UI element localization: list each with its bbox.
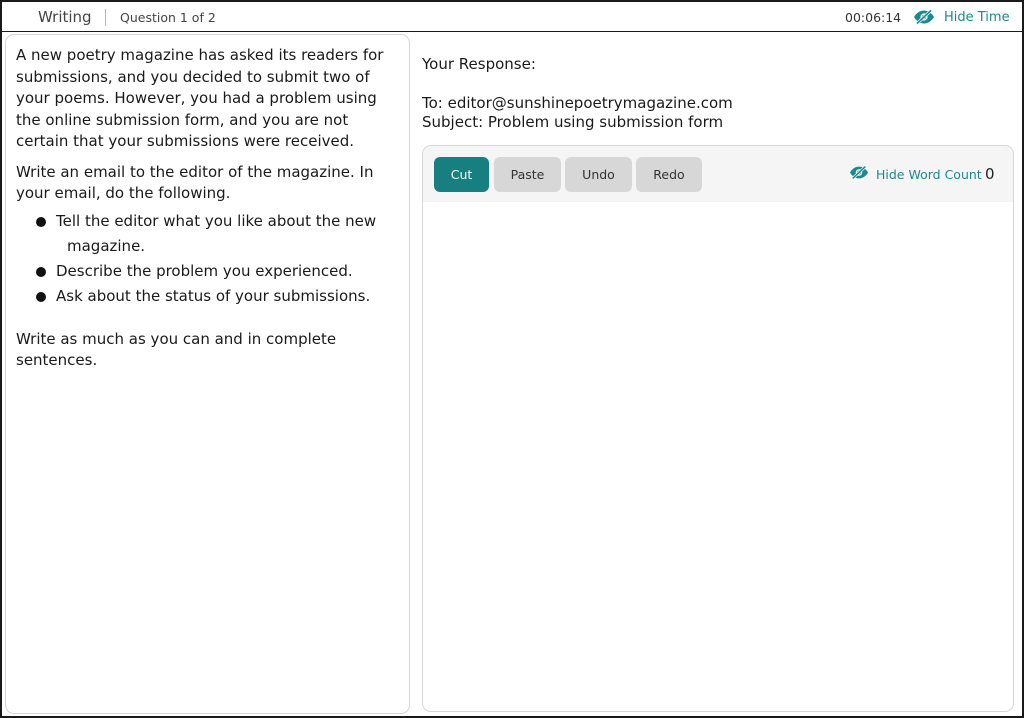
task-text-line-2: magazine.: [67, 236, 146, 255]
redo-button[interactable]: Redo: [636, 157, 702, 192]
hide-word-count-button[interactable]: [849, 164, 982, 184]
undo-button[interactable]: Undo: [565, 157, 632, 192]
task-text: Ask about the status of your submissions.: [56, 286, 371, 305]
paste-button[interactable]: Paste: [494, 157, 561, 192]
timer: 00:06:14: [845, 10, 902, 25]
task-text-line-1: Tell the editor what you like about the new: [56, 211, 377, 230]
response-label: Your Response:: [422, 55, 536, 73]
prompt-paragraph-1: A new poetry magazine has asked its readers for submissions, and you decided to submit two of your poems. However, you had a problem using the online submission form, and you are not certain that your submissions were received.: [16, 46, 384, 150]
prompt-closing: Write as much as you can and in complete sentences.: [16, 329, 337, 369]
task-text: Describe the problem you experienced.: [56, 261, 353, 280]
top-bar: [2, 2, 1022, 32]
word-count-value: 0: [985, 165, 995, 183]
task-item: [36, 284, 399, 309]
bullet-icon: [36, 217, 46, 227]
task-list: [16, 209, 399, 309]
email-subject: Subject: Problem using submission form: [422, 113, 724, 131]
response-textarea[interactable]: [423, 202, 1013, 711]
response-editor: [422, 145, 1014, 712]
prompt-panel: [5, 34, 410, 714]
eye-slash-icon: [849, 165, 869, 184]
hide-time-label: Hide Time: [944, 9, 1010, 25]
cut-button[interactable]: Cut: [434, 157, 489, 192]
eye-slash-icon: [913, 9, 935, 25]
task-item: [36, 259, 399, 284]
question-counter: Question 1 of 2: [120, 10, 216, 25]
prompt-paragraph-2: Write an email to the editor of the magazine. In your email, do the following.: [16, 162, 374, 202]
hide-word-count-label: Hide Word Count: [876, 166, 982, 182]
task-item: [36, 209, 399, 259]
editor-toolbar: [423, 146, 1013, 202]
response-header: [422, 54, 1014, 132]
email-to: To: editor@sunshinepoetrymagazine.com: [422, 94, 733, 112]
section-title: Writing: [38, 8, 92, 26]
bullet-icon: [36, 292, 46, 302]
title-divider: [105, 9, 106, 26]
bullet-icon: [36, 267, 46, 277]
hide-time-button[interactable]: [913, 6, 1010, 28]
